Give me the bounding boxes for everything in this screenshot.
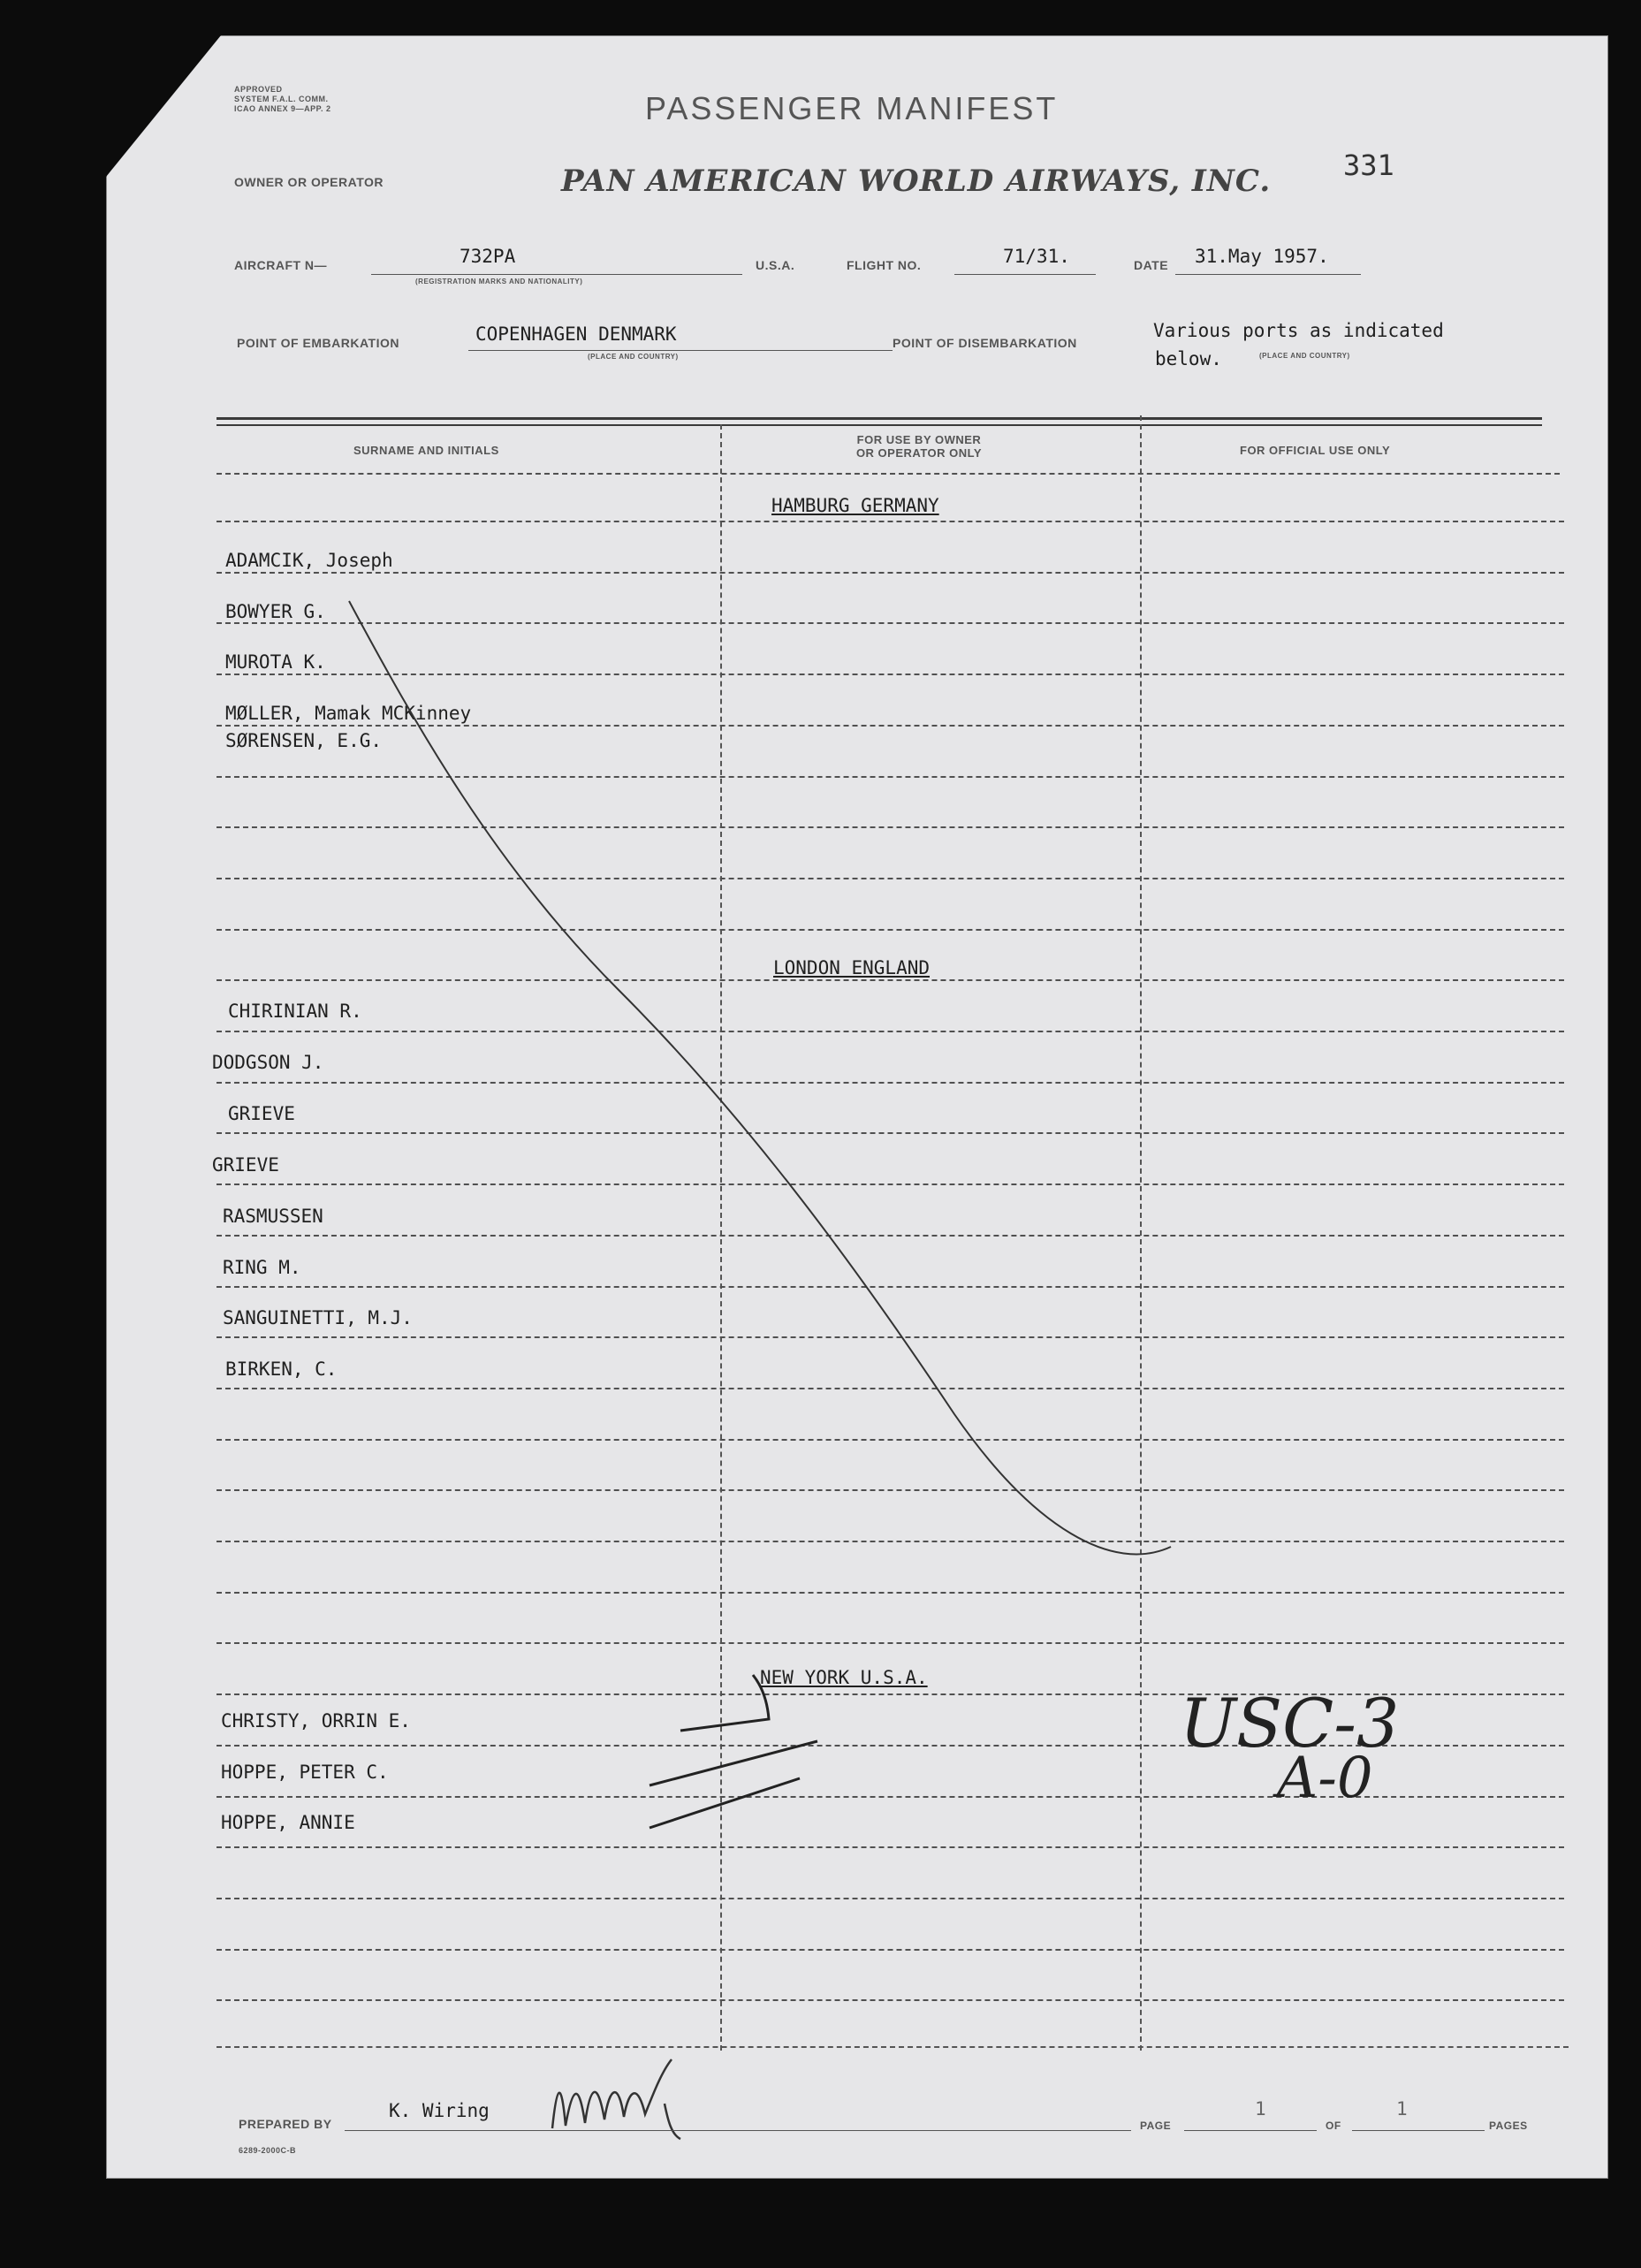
embarkation-caption: (PLACE AND COUNTRY): [588, 353, 679, 361]
prepared-label: PREPARED BY: [239, 2117, 332, 2131]
official-mark-1: USC-3: [1180, 1684, 1400, 1762]
sheet-number: 331: [1343, 148, 1394, 182]
prepared-value: K. Wiring: [389, 2100, 490, 2121]
passenger-name: DODGSON J.: [212, 1052, 324, 1073]
embarkation-label: POINT OF EMBARKATION: [237, 336, 399, 350]
dest-london: LONDON ENGLAND: [773, 957, 931, 978]
passenger-name: BOWYER G.: [225, 601, 326, 622]
passenger-name: RASMUSSEN: [223, 1206, 323, 1227]
approval-line-3: ICAO ANNEX 9—APP. 2: [234, 104, 331, 113]
operator-name: PAN AMERICAN WORLD AIRWAYS, INC.: [561, 164, 1272, 199]
disembarkation-value-1: Various ports as indicated: [1153, 320, 1444, 341]
passenger-name: MUROTA K.: [225, 651, 326, 673]
owner-label: OWNER OR OPERATOR: [234, 175, 384, 189]
disembarkation-caption: (PLACE AND COUNTRY): [1259, 352, 1350, 360]
approval-line-1: APPROVED: [234, 85, 283, 94]
embarkation-value: COPENHAGEN DENMARK: [475, 323, 677, 345]
passenger-name: SØRENSEN, E.G.: [225, 730, 383, 751]
passenger-name: BIRKEN, C.: [225, 1359, 338, 1380]
aircraft-label: AIRCRAFT N—: [234, 258, 328, 272]
of-value: 1: [1396, 2098, 1408, 2120]
page-label: PAGE: [1140, 2120, 1172, 2132]
pages-label: PAGES: [1489, 2120, 1528, 2132]
official-mark-2: A-0: [1277, 1746, 1373, 1811]
passenger-name: HOPPE, PETER C.: [221, 1762, 389, 1783]
tally-stroke-2: [650, 1778, 800, 1828]
passenger-name: HOPPE, ANNIE: [221, 1812, 355, 1833]
page-value: 1: [1255, 2098, 1266, 2120]
passenger-name: ADAMCIK, Joseph: [225, 550, 393, 571]
date-value: 31.May 1957.: [1195, 246, 1329, 267]
passenger-name: CHRISTY, ORRIN E.: [221, 1710, 411, 1731]
passenger-name: RING M.: [223, 1257, 301, 1278]
col-owner-header-2: OR OPERATOR ONLY: [855, 446, 983, 460]
usa-label: U.S.A.: [756, 258, 795, 272]
flight-label: FLIGHT NO.: [847, 258, 922, 272]
passenger-name: SANGUINETTI, M.J.: [223, 1307, 413, 1328]
disembarkation-label: POINT OF DISEMBARKATION: [893, 336, 1077, 350]
passenger-name: MØLLER, Mamak MCKinney: [225, 703, 472, 724]
form-number: 6289-2000C-B: [239, 2146, 297, 2155]
page-title: PASSENGER MANIFEST: [645, 90, 1059, 126]
signature-scribble: [552, 2059, 680, 2139]
date-label: DATE: [1134, 258, 1169, 272]
registration-caption: (REGISTRATION MARKS AND NATIONALITY): [415, 278, 583, 285]
disembarkation-value-2: below.: [1155, 348, 1222, 369]
flight-value: 71/31.: [1003, 246, 1070, 267]
col-surname-header: SURNAME AND INITIALS: [353, 444, 499, 457]
approval-line-2: SYSTEM F.A.L. COMM.: [234, 95, 329, 103]
passenger-name: GRIEVE: [212, 1154, 279, 1176]
diagonal-cancel-line: [349, 601, 1171, 1554]
dest-newyork: NEW YORK U.S.A.: [760, 1667, 928, 1688]
check-mark: [680, 1675, 769, 1731]
passenger-name: CHIRINIAN R.: [228, 1001, 362, 1022]
col-official-header: FOR OFFICIAL USE ONLY: [1240, 444, 1391, 457]
col-owner-header-1: FOR USE BY OWNER: [856, 433, 982, 446]
tally-stroke-1: [650, 1741, 817, 1785]
passenger-name: GRIEVE: [228, 1103, 295, 1124]
dest-hamburg: HAMBURG GERMANY: [771, 495, 939, 516]
of-label: OF: [1326, 2120, 1341, 2132]
aircraft-value: 732PA: [460, 246, 516, 267]
